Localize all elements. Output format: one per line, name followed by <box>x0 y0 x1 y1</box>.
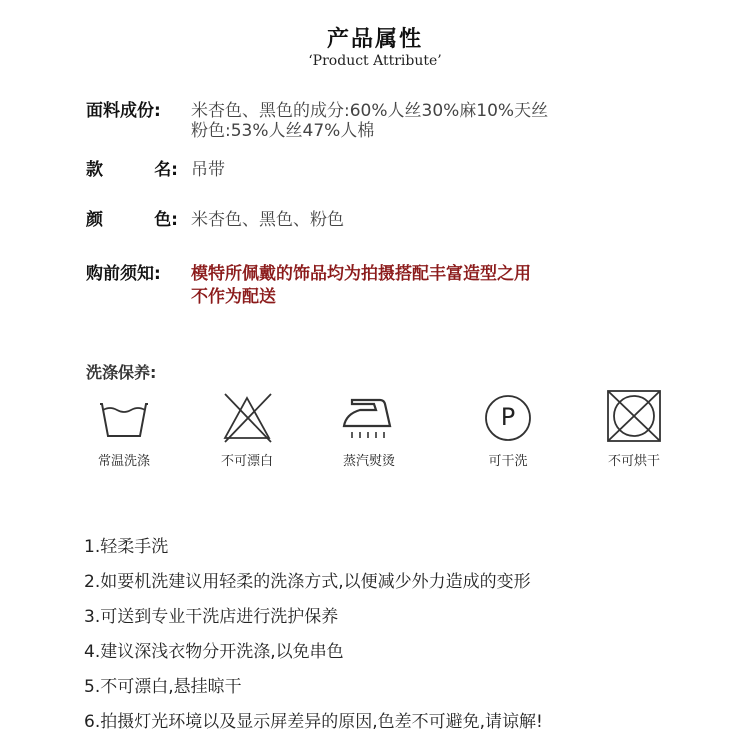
notice-value-line-1: 模特所佩戴的饰品均为拍摄搭配丰富造型之用 <box>191 264 531 284</box>
style-label-part-1: 款 <box>86 160 103 180</box>
steam-iron-icon <box>334 388 404 444</box>
care-notes-list <box>84 536 543 746</box>
no-bleach-icon <box>215 388 279 444</box>
care-title: 洗涤保养: <box>86 363 157 382</box>
care-icons <box>74 388 694 478</box>
warm-wash-tub-icon <box>94 388 154 444</box>
style-label <box>86 160 178 180</box>
page-title: 产品属性 <box>326 27 423 52</box>
care-note-4: 4.建议深浅衣物分开洗涤,以免串色 <box>84 642 344 662</box>
fabric-label: 面料成份: <box>86 101 161 121</box>
care-item-no-bleach <box>197 388 297 469</box>
color-value: 米杏色、黑色、粉色 <box>191 210 344 230</box>
care-note-6: 6.拍摄灯光环境以及显示屏差异的原因,色差不可避免,请谅解! <box>84 712 543 732</box>
care-label-no-tumble-dry: 不可烘干 <box>607 454 660 469</box>
dry-clean-p-icon <box>480 388 536 444</box>
color-label <box>86 210 178 230</box>
care-item-dry-clean <box>458 388 558 469</box>
notice-label: 购前须知: <box>86 264 161 284</box>
care-label-steam-iron: 蒸汽熨烫 <box>342 454 395 469</box>
notice-value <box>191 263 531 309</box>
care-note-2: 2.如要机洗建议用轻柔的洗涤方式,以便减少外力造成的变形 <box>84 572 531 592</box>
care-label-dry-clean: 可干洗 <box>488 454 528 469</box>
fabric-row <box>86 101 548 141</box>
care-label-warm-wash: 常温洗涤 <box>97 454 150 469</box>
notice-value-line-2: 不作为配送 <box>191 287 276 307</box>
care-note-5: 5.不可漂白,悬挂晾干 <box>84 677 242 697</box>
care-item-steam-iron <box>319 388 419 469</box>
notice-row <box>86 263 531 309</box>
fabric-value-line-1: 米杏色、黑色的成分:60%人丝30%麻10%天丝 <box>191 101 549 121</box>
care-label-no-bleach: 不可漂白 <box>220 454 273 469</box>
care-item-no-tumble-dry <box>584 388 684 469</box>
color-label-part-1: 颜 <box>86 210 103 230</box>
no-tumble-dry-icon <box>603 388 665 444</box>
dry-clean-p-glyph: P <box>500 403 516 431</box>
page-subtitle: ‘Product Attribute’ <box>308 53 442 69</box>
style-row <box>86 160 225 180</box>
style-label-part-2: 名: <box>154 160 178 180</box>
care-note-3: 3.可送到专业干洗店进行洗护保养 <box>84 607 339 627</box>
color-label-part-2: 色: <box>154 210 178 230</box>
style-value: 吊带 <box>191 160 225 180</box>
fabric-value-line-2: 粉色:53%人丝47%人棉 <box>191 121 375 141</box>
fabric-value <box>191 101 548 141</box>
care-note-1: 1.轻柔手洗 <box>84 537 169 557</box>
color-row <box>86 210 344 230</box>
care-item-warm-wash <box>74 388 174 469</box>
